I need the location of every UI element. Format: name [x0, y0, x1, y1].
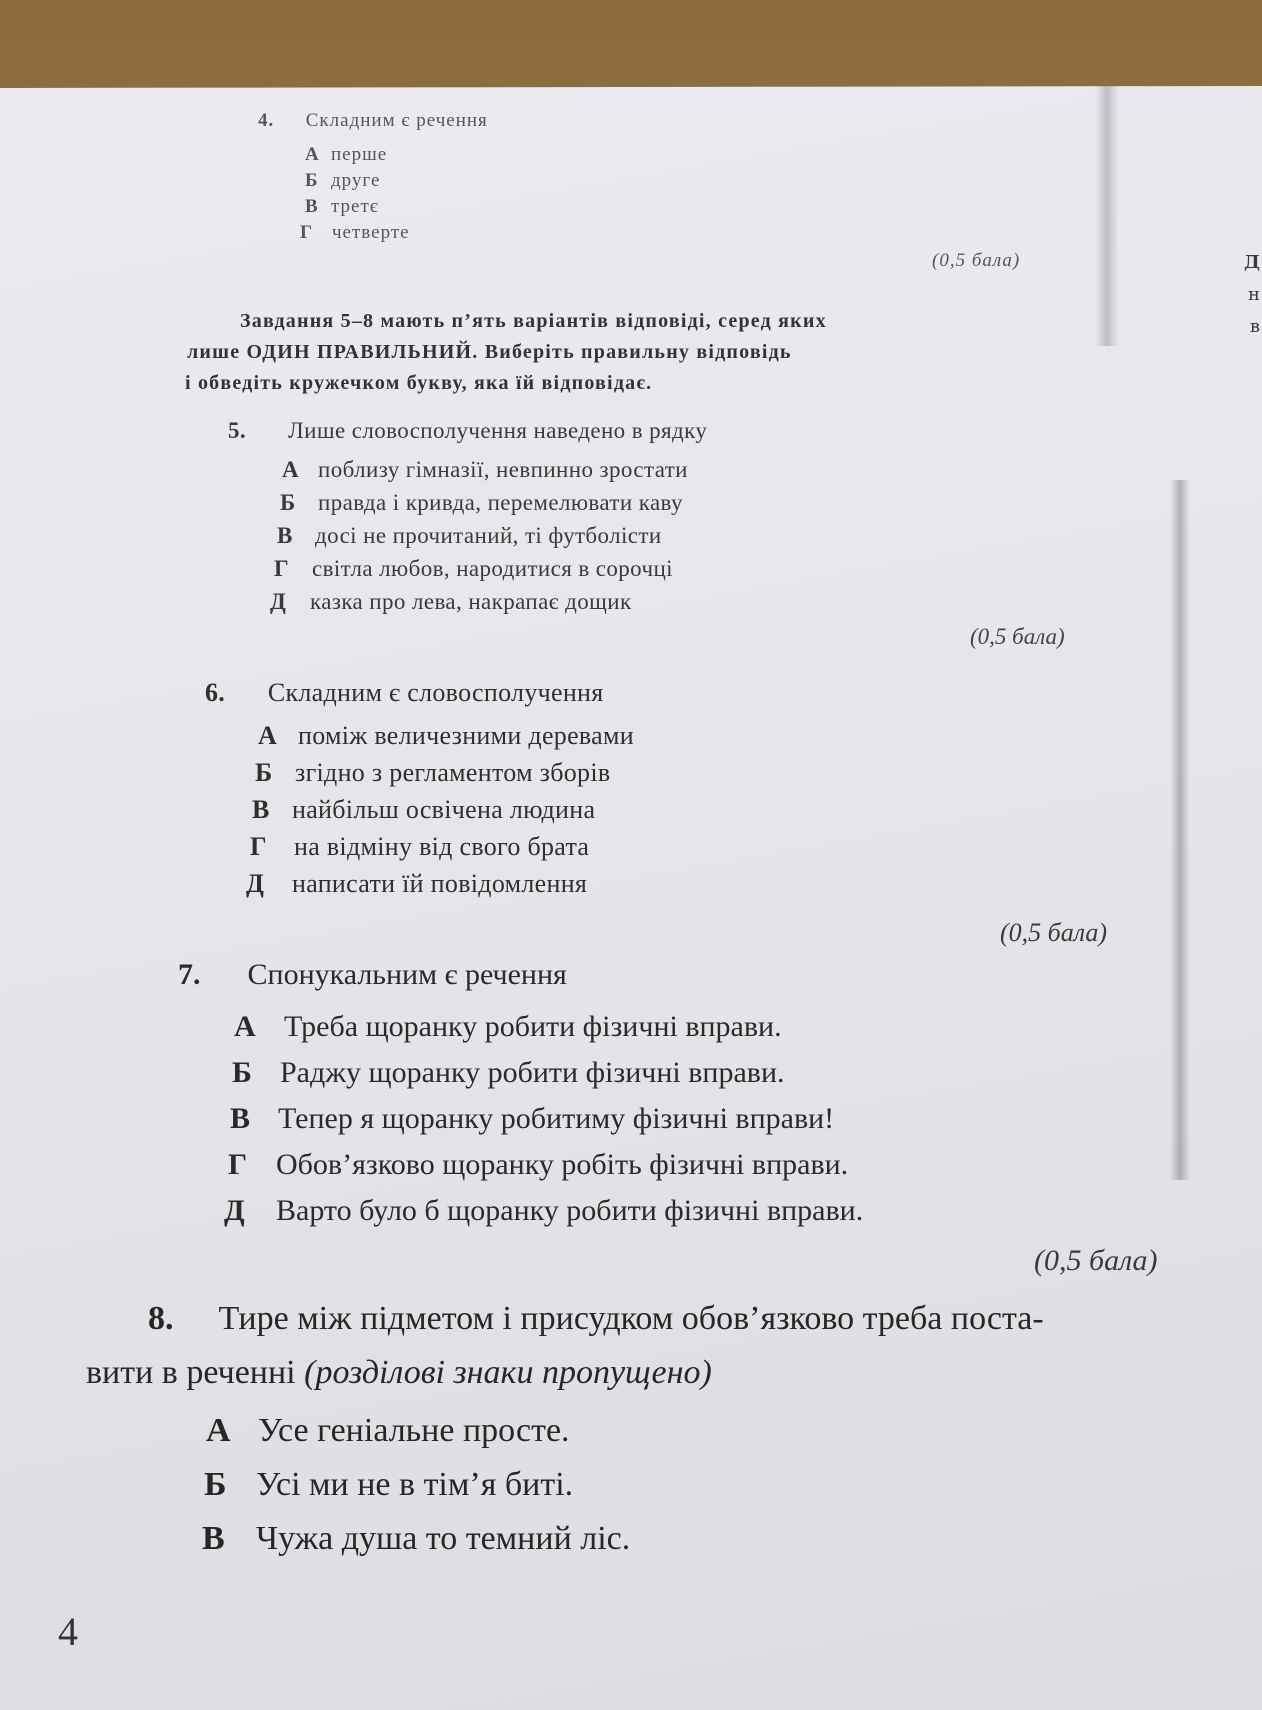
question-text: Спонукальним є речення	[247, 958, 567, 991]
option-text: згідно з регламентом зборів	[295, 758, 611, 787]
option-b	[232, 1056, 785, 1090]
option-text: досі не прочитаний, ті футболісти	[315, 523, 662, 548]
option-letter: Б	[305, 170, 319, 191]
question-text: вити в реченні	[86, 1354, 296, 1391]
points-label: (0,5 бала)	[1034, 1244, 1158, 1277]
page-fold-shadow	[1170, 480, 1190, 1180]
option-b	[204, 1466, 573, 1504]
option-text: казка про лева, накрапає дощик	[310, 589, 632, 614]
option-c	[305, 196, 379, 218]
option-letter: А	[258, 721, 278, 750]
option-letter: Д	[224, 1194, 245, 1227]
question-number: 8.	[148, 1300, 174, 1337]
option-letter: В	[305, 196, 319, 217]
option-text: Варто було б щоранку робити фізичні вправи.	[276, 1194, 864, 1227]
option-letter: А	[282, 457, 300, 482]
option-text: Тепер я щоранку робитиму фізичні вправи!	[278, 1102, 835, 1135]
option-e	[224, 1194, 863, 1228]
option-a	[282, 457, 688, 483]
option-a	[234, 1010, 782, 1044]
edge-fragment: Д	[1243, 252, 1260, 273]
points-label: (0,5 бала)	[932, 250, 1021, 271]
option-letter: Б	[280, 490, 296, 515]
option-letter: Г	[300, 222, 314, 243]
question-text: Складним є словосполучення	[267, 678, 604, 707]
option-letter: Д	[246, 869, 265, 898]
question-text: Складним є речення	[305, 110, 488, 131]
option-letter: В	[230, 1102, 251, 1135]
question-text: Лише словосполучення наведено в рядку	[288, 418, 708, 443]
question-6	[205, 678, 604, 708]
option-text: Раджу щоранку робити фізичні вправи.	[280, 1056, 785, 1089]
option-letter: А	[206, 1412, 231, 1449]
points-label: (0,5 бала)	[1000, 918, 1108, 947]
question-number: 4.	[258, 110, 275, 131]
option-letter: Г	[250, 832, 267, 861]
option-letter: Б	[204, 1466, 227, 1503]
option-text: третє	[331, 196, 379, 217]
option-text: Обов’язково щоранку робіть фізичні вправи.	[276, 1148, 849, 1181]
option-text: четверте	[332, 222, 410, 243]
option-b	[280, 490, 683, 516]
question-number: 6.	[205, 678, 226, 707]
option-letter: Г	[274, 556, 290, 581]
option-c	[230, 1102, 834, 1136]
option-c	[252, 795, 595, 825]
instruction-line: лише ОДИН ПРАВИЛЬНИЙ. Виберіть правильну відповідь	[187, 341, 792, 363]
option-b	[255, 758, 610, 788]
option-b	[305, 170, 380, 192]
question-5	[228, 418, 707, 444]
option-text: поблизу гімназії, невпинно зростати	[318, 457, 688, 482]
option-d	[274, 556, 673, 582]
option-letter: Б	[232, 1056, 252, 1089]
option-d	[228, 1148, 848, 1182]
option-letter: В	[252, 795, 270, 824]
question-text: Тире між підметом і присудком обов’язково треба поста-	[218, 1300, 1044, 1337]
question-4	[258, 110, 488, 132]
option-letter: Г	[228, 1148, 248, 1181]
option-d	[300, 222, 410, 244]
option-text: світла любов, народитися в сорочці	[312, 556, 673, 581]
option-text: Усе геніальне просте.	[258, 1412, 570, 1449]
option-e	[246, 869, 587, 899]
option-text: найбільш освічена людина	[292, 795, 596, 824]
question-8-continued	[86, 1354, 712, 1392]
question-number: 7.	[178, 958, 201, 991]
option-text: Треба щоранку робити фізичні вправи.	[284, 1010, 782, 1043]
option-a	[258, 721, 634, 751]
option-letter: Б	[255, 758, 273, 787]
option-text: друге	[331, 170, 381, 191]
points-label: (0,5 бала)	[970, 624, 1065, 649]
option-text: поміж величезними деревами	[298, 721, 634, 750]
option-e	[270, 589, 632, 615]
option-text: Чужа душа то темний ліс.	[256, 1520, 631, 1557]
option-c	[202, 1520, 630, 1558]
edge-fragment: н	[1248, 284, 1260, 305]
question-note: (розділові знаки пропущено)	[304, 1354, 712, 1391]
option-text: правда і кривда, перемелювати каву	[318, 490, 683, 515]
question-7	[178, 958, 567, 992]
option-a	[305, 144, 387, 166]
option-text: написати їй повідомлення	[292, 869, 588, 898]
option-a	[206, 1412, 570, 1450]
option-letter: В	[202, 1520, 225, 1557]
page-fold-shadow	[1095, 86, 1119, 346]
option-letter: А	[234, 1010, 256, 1043]
edge-fragment: в	[1249, 316, 1260, 337]
option-d	[250, 832, 589, 862]
option-letter: В	[277, 523, 293, 548]
question-number: 5.	[228, 418, 247, 443]
option-letter: А	[305, 144, 320, 165]
instruction-line: Завдання 5–8 мають п’ять варіантів відповіді, серед яких	[240, 310, 827, 332]
page-number: 4	[58, 1609, 78, 1654]
option-letter: Д	[270, 589, 287, 614]
instruction-line: і обведіть кружечком букву, яка їй відповідає.	[185, 372, 653, 394]
question-8	[148, 1300, 1044, 1338]
option-text: Усі ми не в тім’я биті.	[256, 1466, 574, 1503]
option-text: на відміну від свого брата	[294, 832, 590, 861]
option-c	[277, 523, 662, 549]
option-text: перше	[331, 144, 388, 165]
